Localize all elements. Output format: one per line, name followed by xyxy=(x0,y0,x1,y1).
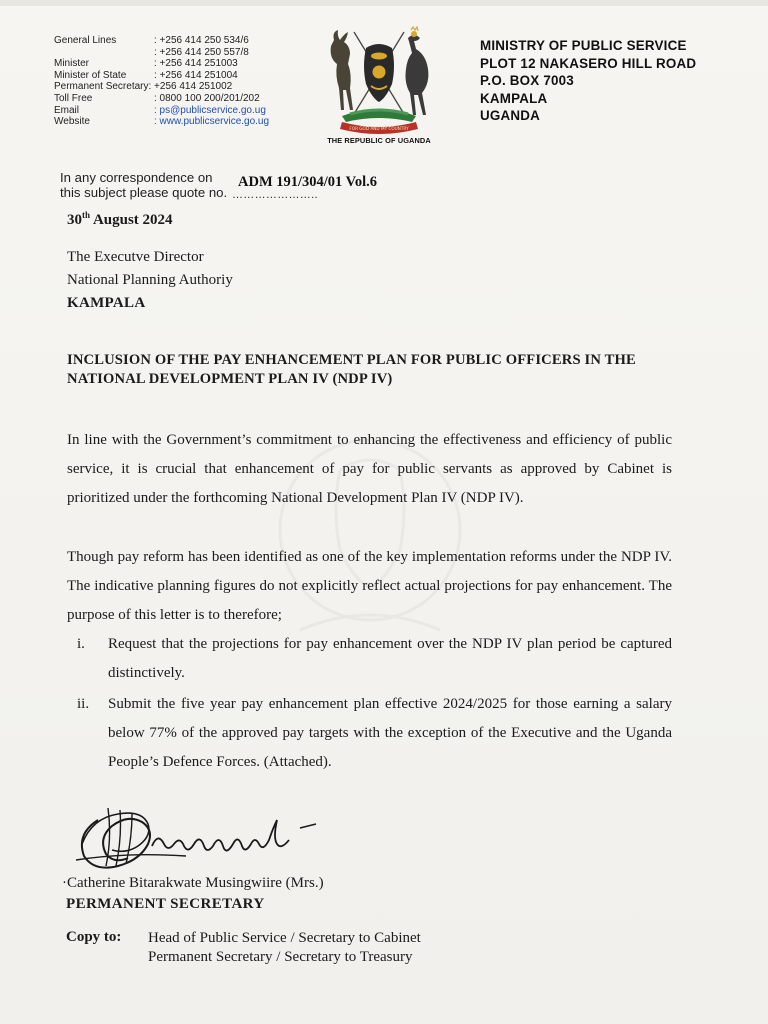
correspondence-line-1: In any correspondence on xyxy=(60,170,213,185)
contact-value: : +256 414 250 534/6 xyxy=(154,35,249,46)
date-month-year: August 2024 xyxy=(90,212,173,228)
contact-row-website xyxy=(54,116,269,128)
reference-number: ADM 191/304/01 Vol.6 xyxy=(238,174,377,190)
contact-value: : +256 414 251003 xyxy=(154,58,238,70)
list-item-number: ii. xyxy=(77,696,90,712)
addressee-block xyxy=(67,246,233,315)
contact-label: Permanent Secretary xyxy=(54,81,149,93)
contact-details xyxy=(54,35,269,128)
list-item-number: i. xyxy=(77,636,85,652)
list-item-text: Request that the projections for pay enhancement over the NDP IV plan period be captured distinctively. xyxy=(108,636,672,681)
contact-label: General Lines xyxy=(54,35,117,46)
contact-row-email xyxy=(54,105,269,117)
addressee-organization: National Planning Authoriy xyxy=(67,272,233,288)
contact-label: Minister xyxy=(54,58,90,70)
contact-row-general-lines-2 xyxy=(54,47,269,59)
list-item-text: Submit the five year pay enhancement plan effective 2024/2025 for those earning a salary below 77% of the approved pay targets with the exception of the Executive and the Uganda People’s Defence Forces. (Attached). xyxy=(108,696,672,770)
letter-date xyxy=(67,210,173,229)
copy-to-list xyxy=(148,929,421,967)
addressee-title: The Executve Director xyxy=(67,249,204,265)
copy-to-label: Copy to: xyxy=(66,929,122,945)
body-paragraph-2: Though pay reform has been identified as one of the key implementation reforms under the NDP IV. The indicative planning figures do not explicitly reflect actual projections for pay enhancement. The purpose of this letter is to therefore; xyxy=(67,549,672,623)
ministry-street: PLOT 12 NAKASERO HILL ROAD xyxy=(480,55,697,71)
contact-label xyxy=(54,47,154,59)
coat-of-arms-icon xyxy=(316,26,442,138)
ministry-po-box: P.O. BOX 7003 xyxy=(480,73,574,88)
body-paragraph-1: In line with the Government’s commitment to enhancing the effectiveness and efficiency of public service, it is crucial that enhancement of pay for public servants as approved by Cabinet is prioritized under the forthcoming National Development Plan IV (NDP IV). xyxy=(67,432,672,506)
ministry-name: MINISTRY OF PUBLIC SERVICE xyxy=(480,38,687,53)
contact-value: : +256 414 251004 xyxy=(154,69,238,81)
copy-recipient: Permanent Secretary / Secretary to Treasury xyxy=(148,949,413,965)
list-item xyxy=(67,690,672,777)
addressee-city: KAMPALA xyxy=(67,295,146,311)
copy-recipient: Head of Public Service / Secretary to Cabinet xyxy=(148,930,421,946)
page-edge xyxy=(0,0,768,6)
motto-text: FOR GOD AND MY COUNTRY xyxy=(349,126,409,131)
contact-label: Email xyxy=(54,104,80,116)
contact-row-permanent-secretary xyxy=(54,81,269,93)
contact-row-toll-free xyxy=(54,93,269,105)
letter-subject: INCLUSION OF THE PAY ENHANCEMENT PLAN FOR PUBLIC OFFICERS IN THE NATIONAL DEVELOPMENT PLAN IV (NDP IV) xyxy=(67,352,636,387)
contact-label: Toll Free xyxy=(54,92,93,104)
signer-title: PERMANENT SECRETARY xyxy=(66,896,265,912)
signer-name: ·Catherine Bitarakwate Musingwiire (Mrs.) xyxy=(62,875,324,891)
handwritten-signature xyxy=(68,800,338,878)
republic-caption: THE REPUBLIC OF UGANDA xyxy=(327,136,431,145)
contact-row-general-lines xyxy=(54,35,269,47)
email-link[interactable]: : ps@publicservice.go.ug xyxy=(154,104,266,116)
ministry-country: UGANDA xyxy=(480,108,540,123)
ministry-city: KAMPALA xyxy=(480,90,548,106)
contact-value: : +256 414 250 557/8 xyxy=(154,46,249,58)
correspondence-note xyxy=(60,170,227,200)
list-item xyxy=(67,630,672,688)
contact-row-minister xyxy=(54,58,269,70)
contact-value: : +256 414 251002 xyxy=(148,81,233,93)
ministry-address xyxy=(480,37,696,125)
contact-value: : 0800 100 200/201/202 xyxy=(154,92,260,104)
date-day: 30 xyxy=(67,212,82,228)
contact-label: Website xyxy=(54,116,90,128)
website-link[interactable]: : www.publicservice.go.ug xyxy=(154,116,270,128)
contact-row-minister-of-state xyxy=(54,70,269,82)
contact-label: Minister of State xyxy=(54,69,127,81)
date-suffix: th xyxy=(82,210,91,220)
correspondence-line-2: this subject please quote no. xyxy=(60,185,228,200)
reference-dots: ………………….. xyxy=(232,189,318,201)
